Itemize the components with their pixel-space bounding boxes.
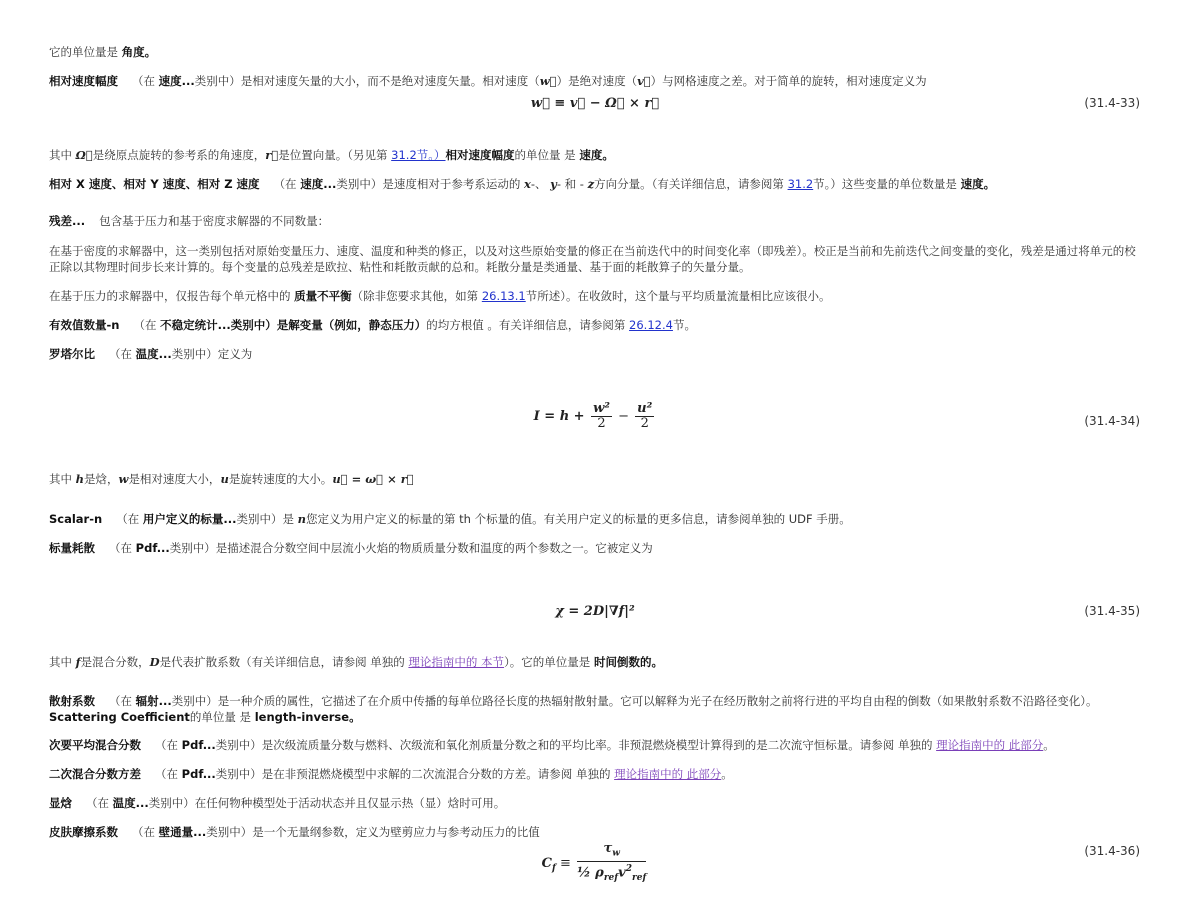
relative-velocity-magnitude-entry (49, 74, 927, 89)
math-symbol: x (523, 177, 531, 191)
math-term: ≡ (555, 855, 576, 871)
rothalpy-entry (49, 347, 252, 362)
symbol: v (618, 864, 626, 880)
rms-entry (49, 318, 696, 333)
text: 是位置向量。（另见第 (278, 148, 392, 162)
term-title: 相对速度幅度 (49, 74, 118, 88)
math-symbol: n (297, 512, 306, 526)
term-title: 有效值数量-n (49, 318, 120, 332)
text: 的单位量 是 (189, 710, 255, 724)
equation-body (49, 402, 1141, 431)
text: （在 (273, 177, 301, 191)
category: Pdf... (181, 738, 216, 752)
numerator: w² (593, 401, 610, 416)
unit-angle-paragraph (49, 45, 156, 60)
math-term: C (541, 855, 553, 871)
text: （在 (109, 347, 136, 361)
text: 方向分量。（有关详细信息，请参阅第 (594, 177, 788, 191)
fraction (635, 402, 654, 431)
denominator: 2 (640, 416, 649, 431)
math-symbol: w⃗ (539, 74, 557, 88)
math-symbol: D (149, 655, 160, 669)
equation-body (49, 842, 1141, 885)
theory-guide-link[interactable]: 理论指南中的 此部分 (936, 738, 1044, 752)
bold-text: 速度。 (579, 148, 614, 162)
term-title: 散射系数 (49, 694, 95, 708)
scattering-coefficient-entry (49, 693, 1139, 725)
text: （在 (86, 796, 113, 810)
equation-number: (31.4-33) (1084, 96, 1140, 110)
category: 辐射... (135, 694, 172, 708)
term-title: 次要平均混合分数 (49, 738, 141, 752)
section-link[interactable]: 31.2节。） (391, 148, 446, 162)
omega-paragraph (49, 148, 614, 163)
bold-text: 不稳定统计...类别中）是解变量（例如，静态压力） (160, 318, 427, 332)
math-symbol: y (550, 177, 557, 191)
residuals-entry (49, 214, 329, 229)
section-link[interactable]: 31.2 (787, 177, 814, 191)
text: 的单位量 是 (514, 148, 580, 162)
equation-number: (31.4-35) (1084, 604, 1140, 618)
denominator: 2 (597, 416, 606, 431)
secondary-mean-mixture-fraction-entry (49, 738, 1055, 753)
math-symbol: w (118, 472, 129, 486)
text: （在 (155, 738, 182, 752)
math-symbol: h (75, 472, 85, 486)
bold-text: Scattering Coefficient (49, 710, 190, 724)
text: 节所述）。在收敛时，这个量与平均质量流量相比应该很小。 (525, 289, 831, 303)
text: 是焓， (84, 472, 119, 486)
equation-31-4-33 (49, 94, 1141, 130)
mixture-fraction-paragraph (49, 655, 663, 670)
text: （在 (132, 74, 159, 88)
text: 类别中）是次级流质量分数与燃料、次级流和氧化剂质量分数之和的平均比率。非预混燃烧模型计算得到的是二次流守恒标量。请参阅 单独的 (215, 738, 937, 752)
bold-text: 质量不平衡 (294, 289, 352, 303)
section-link[interactable]: 26.13.1 (481, 289, 526, 303)
text: 类别中）是描述混合分数空间中层流小火焰的物质质量分数和温度的两个参数之一。它被定义为 (169, 541, 653, 555)
math-symbol: r⃗ (265, 148, 279, 162)
category: 速度... (158, 74, 195, 88)
equation-number: (31.4-34) (1084, 414, 1140, 428)
equation-31-4-36 (49, 842, 1141, 886)
bold-text: length-inverse。 (254, 710, 361, 724)
text: 类别中）是一个无量纲参数，定义为壁剪应力与参考动压力的比值 (206, 825, 540, 839)
text: - 和 - (556, 177, 588, 191)
text: 的均方根值 。有关详细信息，请参阅第 (426, 318, 630, 332)
text: ）与网格速度之差。对于简单的旋转，相对速度定义为 (650, 74, 927, 88)
text: 是旋转速度的大小。 (228, 472, 333, 486)
math-term: I = h + (533, 409, 590, 424)
text: （在 (133, 318, 161, 332)
text: 类别中）是速度相对于参考系运动的 (336, 177, 524, 191)
text: 类别中）是相对速度矢量的大小，而不是绝对速度矢量。相对速度（ (194, 74, 540, 88)
term-title: 残差... (49, 214, 86, 228)
numerator: u² (637, 401, 653, 416)
fraction (591, 402, 612, 431)
math-symbol: z (587, 177, 595, 191)
text: （在 (116, 512, 143, 526)
category: 壁通量... (158, 825, 207, 839)
text: （在 (155, 767, 182, 781)
text: 节。 (672, 318, 696, 332)
text: 您定义为用户定义的标量的第 th 个标量的值。有关用户定义的标量的更多信息，请参阅单独的 UDF 手册。 (306, 512, 851, 526)
math-symbol: f (75, 655, 81, 669)
text: （在 (109, 694, 136, 708)
subscript: ref (631, 872, 647, 883)
theory-guide-link[interactable]: 理论指南中的 本节 (408, 655, 505, 669)
text: 类别中）是在非预混燃烧模型中求解的二次流混合分数的方差。请参阅 单独的 (215, 767, 615, 781)
category: 速度... (300, 177, 337, 191)
text: 其中 (49, 655, 76, 669)
density-solver-paragraph: 在基于密度的求解器中，这一类别包括对原始变量压力、速度、温度和种类的修正，以及对这些原始变量的修正在当前迭代中的时间变化率（即残差）。校正是当前和先前迭代之间变量的变化，残差是通过将单元的校正除以其物理时间步长来计算的。每个变量的总残差是欧拉、粘性和耗散贡献的总和。耗散分量是类通量、基于面的耗散算子的矢量分量。 (49, 244, 1136, 274)
term-title: Scalar-n (49, 512, 103, 526)
relative-xyz-velocity-entry (49, 177, 995, 192)
scalar-dissipation-entry (49, 541, 653, 556)
sensible-enthalpy-entry (49, 796, 505, 811)
equation-31-4-34 (49, 402, 1141, 438)
text: 类别中）在任何物种模型处于活动状态并且仅显示热（显）焓时可用。 (148, 796, 506, 810)
term-title: 罗塔尔比 (49, 347, 95, 361)
text: 它的单位量是 (49, 45, 122, 59)
category: 温度... (135, 347, 172, 361)
text: ）。它的单位量是 (504, 655, 594, 669)
equation-31-4-35 (49, 602, 1141, 638)
superscript: 2 (625, 863, 632, 874)
text: 类别中）是 (236, 512, 298, 526)
text: 其中 (49, 472, 76, 486)
category: 用户定义的标量... (142, 512, 237, 526)
text: -、 (530, 177, 551, 191)
skin-friction-coefficient-entry (49, 825, 540, 840)
term-title: 显焓 (49, 796, 72, 810)
text: 类别中）定义为 (171, 347, 253, 361)
subscript: ref (603, 872, 619, 883)
scalar-n-entry (49, 512, 851, 527)
subscript: f (552, 863, 556, 874)
bold-text: 角度。 (121, 45, 157, 59)
text: 其中 (49, 148, 76, 162)
text: 。 (721, 767, 733, 781)
text: （除非您要求其他，如第 (351, 289, 482, 303)
equation-body: χ = 2D|∇f|² (555, 604, 635, 619)
math-term: − (613, 409, 634, 424)
subscript: w (612, 848, 620, 859)
section-link[interactable]: 26.12.4 (629, 318, 673, 332)
text: 是代表扩散系数（有关详细信息，请参阅 单独的 (159, 655, 409, 669)
math-symbol: Ω⃗ (75, 148, 93, 162)
term-title: 相对 X 速度、相对 Y 速度、相对 Z 速度 (49, 177, 260, 191)
term-title: 皮肤摩擦系数 (49, 825, 118, 839)
category: Pdf... (181, 767, 216, 781)
fraction (577, 842, 646, 885)
text: 是绕原点旋转的参考系的角速度， (92, 148, 266, 162)
theory-guide-link[interactable]: 理论指南中的 此部分 (614, 767, 722, 781)
text: ）是绝对速度（ (556, 74, 638, 88)
math-symbol: v⃗ (637, 74, 651, 88)
text: （在 (132, 825, 159, 839)
bold-text: 速度。 (960, 177, 996, 191)
bold-text: 相对速度幅度 (445, 148, 515, 162)
equation-body: w⃗ ≡ v⃗ − Ω⃗ × r⃗ (530, 96, 660, 111)
pressure-solver-paragraph (49, 289, 830, 304)
symbol: ½ ρ (577, 864, 604, 880)
text: 是混合分数， (80, 655, 150, 669)
secondary-mixture-fraction-variance-entry (49, 767, 733, 782)
category: 温度... (112, 796, 149, 810)
denominator (577, 862, 646, 885)
numerator (577, 842, 646, 862)
category: Pdf... (135, 541, 170, 555)
term-title: 标量耗散 (49, 541, 95, 555)
text: 。 (1043, 738, 1055, 752)
math-symbol: u (220, 472, 229, 486)
enthalpy-paragraph (49, 472, 414, 487)
text: （在 (109, 541, 136, 555)
equation-number: (31.4-36) (1084, 844, 1140, 858)
text: 节。）这些变量的单位数量是 (813, 177, 961, 191)
text: 包含基于压力和基于密度求解器的不同数量： (99, 214, 330, 228)
bold-text: 时间倒数的。 (593, 655, 663, 669)
term-title: 二次混合分数方差 (49, 767, 141, 781)
math-symbol: u⃗ = ω⃗ × r⃗ (332, 472, 414, 486)
text: 类别中）是一种介质的属性，它描述了在介质中传播的每单位路径长度的热辐射散射量。它可以解释为光子在经历散射之前将行进的平均自由程的倒数（如果散射系数不沿路径变化）。 (171, 694, 1098, 708)
text: 在基于压力的求解器中，仅报告每个单元格中的 (49, 289, 295, 303)
symbol: τ (603, 841, 613, 856)
text: 是相对速度大小， (128, 472, 221, 486)
